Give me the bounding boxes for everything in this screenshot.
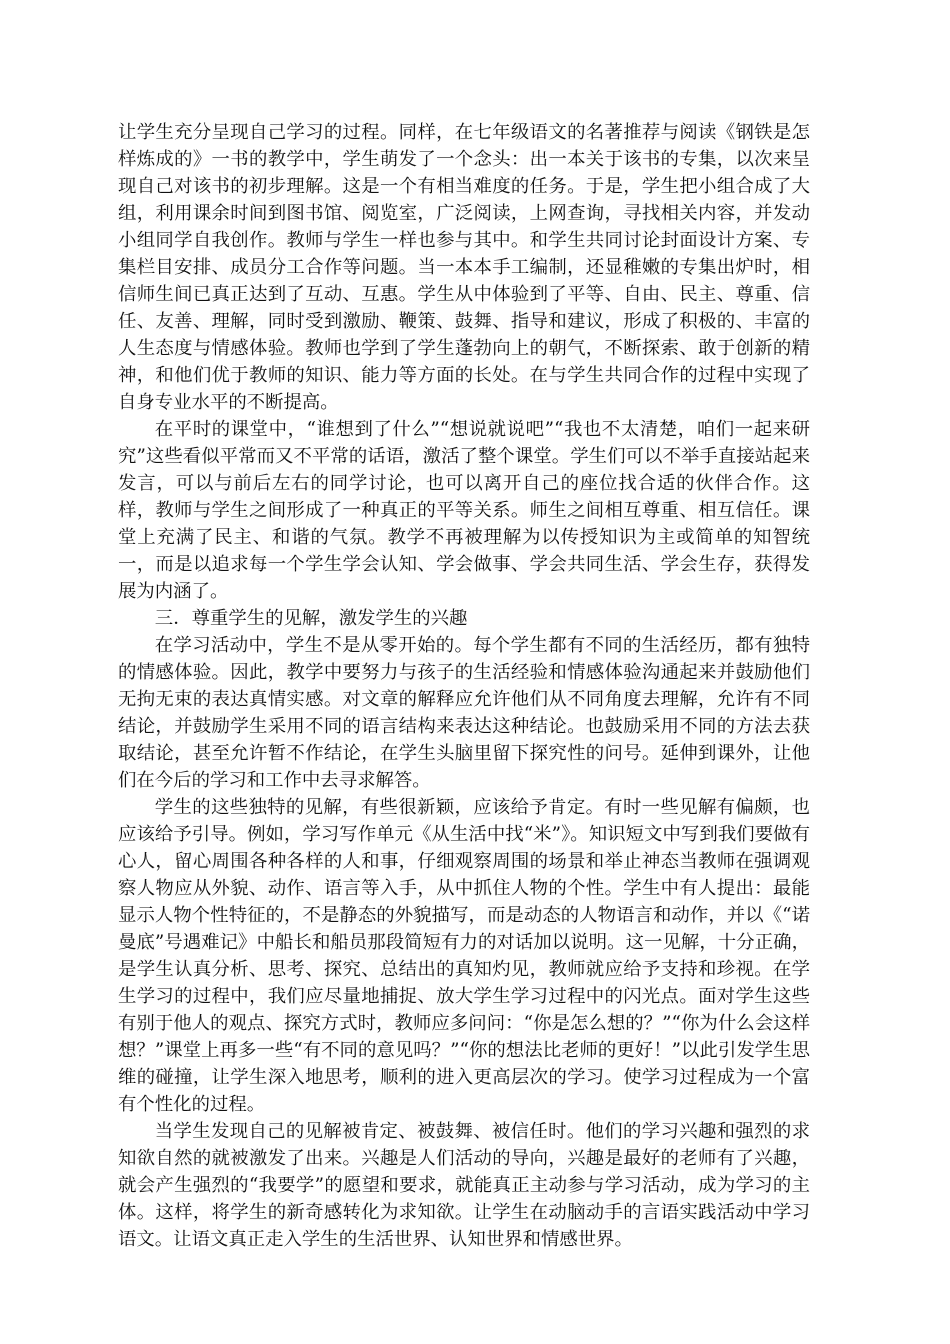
paragraph-unique-views: 学生的这些独特的见解，有些很新颖，应该给予肯定。有时一些见解有偏颇，也应该给予引导。例如，学习写作单元《从生活中找“米”》。知识短文中写到我们要做有心人，留心周围各种各样的人和事，仔细观察周围的场景和举止神态当教师在强调观察人物应从外貌、动作、语言等入手，从中抓住人物的个性。学生中有人提出：最能显示人物个性特征的，不是静态的外貌描写，而是动态的人物语言和动作，并以《“诺曼底”号遇难记》中船长和船员那段简短有力的对话加以说明。这一见解，十分正确，是学生认真分析、思考、探究、总结出的真知灼见，教师就应给予支持和珍视。在学生学习的过程中，我们应尽量地捕捉、放大学生学习过程中的闪光点。面对学生这些有别于他人的观点、探究方式时，教师应多问问：“你是怎么想的？”“你为什么会这样想？”课堂上再多一些“有不同的意见吗？”“你的想法比老师的更好！”以此引发学生思维的碰撞，让学生深入地思考，顺利的进入更高层次的学习。使学习过程成为一个富有个性化的过程。	[118, 797, 810, 1115]
section-heading: 三．尊重学生的见解，激发学生的兴趣	[154, 608, 468, 629]
paragraph-interest: 当学生发现自己的见解被肯定、被鼓舞、被信任时。他们的学习兴趣和强烈的求知欲自然的就被激发了出来。兴趣是人们活动的导向，兴趣是最好的老师有了兴趣，就会产生强烈的“我要学”的愿望和要求，就能真正主动参与学习活动，成为学习的主体。这样，将学生的新奇感转化为求知欲。让学生在动脑动手的言语实践活动中学习语文。让语文真正走入学生的生活世界、认知世界和情感世界。	[118, 1121, 810, 1250]
paragraph-continuation: 让学生充分呈现自己学习的过程。同样，在七年级语文的名著推荐与阅读《钢铁是怎样炼成的》一书的教学中，学生萌发了一个念头：出一本关于该书的专集，以次来呈现自己对该书的初步理解。这是一个有相当难度的任务。于是，学生把小组合成了大组，利用课余时间到图书馆、阅览室，广泛阅读，上网查询，寻找相关内容，并发动小组同学自我创作。教师与学生一样也参与其中。和学生共同讨论封面设计方案、专集栏目安排、成员分工合作等问题。当一本本手工编制，还显稚嫩的专集出炉时，相信师生间已真正达到了互动、互惠。学生从中体验到了平等、自由、民主、尊重、信任、友善、理解，同时受到激励、鞭策、鼓舞、指导和建议，形成了积极的、丰富的人生态度与情感体验。教师也学到了学生蓬勃向上的朝气，不断探索、敢于创新的精神，和他们优于教师的知识、能力等方面的长处。在与学生共同合作的过程中实现了自身专业水平的不断提高。	[118, 122, 810, 413]
document-body	[118, 119, 810, 1253]
paragraph-classroom: 在平时的课堂中，“谁想到了什么”“想说就说吧”“我也不太清楚，咱们一起来研究”这些看似平常而又不平常的话语，激活了整个课堂。学生们可以不举手直接站起来发言，可以与前后左右的同学讨论，也可以离开自己的座位找合适的伙伴合作。这样，教师与学生之间形成了一种真正的平等关系。师生之间相互尊重、相互信任。课堂上充满了民主、和谐的气氛。教学不再被理解为以传授知识为主或简单的知智统一，而是以追求每一个学生学会认知、学会做事、学会共同生活、学会生存，获得发展为内涵了。	[118, 419, 810, 602]
paragraph-learning-activity: 在学习活动中，学生不是从零开始的。每个学生都有不同的生活经历，都有独特的情感体验。因此，教学中要努力与孩子的生活经验和情感体验沟通起来并鼓励他们无拘无束的表达真情实感。对文章的解释应允许他们从不同角度去理解，允许有不同结论，并鼓励学生采用不同的语言结构来表达这种结论。也鼓励采用不同的方法去获取结论，甚至允许暂不作结论，在学生头脑里留下探究性的问号。延伸到课外，让他们在今后的学习和工作中去寻求解答。	[118, 635, 810, 791]
